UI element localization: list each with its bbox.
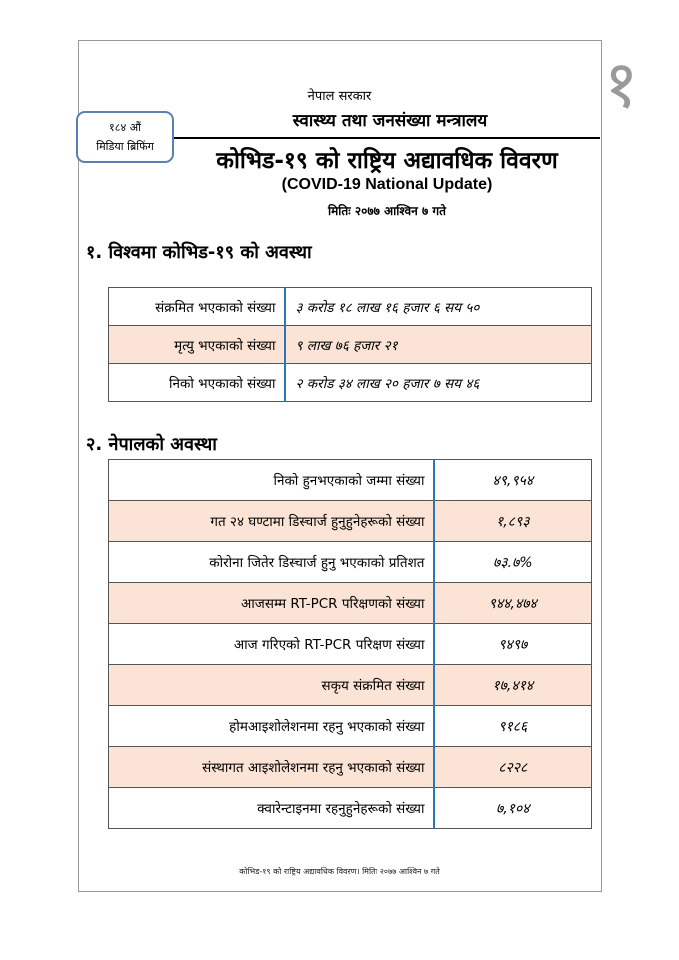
nepal-section-heading: २. नेपालको अवस्था [86, 434, 217, 455]
row-label: सकृय संक्रमित संख्या [109, 665, 434, 706]
row-label: निको हुनभएकाको जम्मा संख्या [109, 460, 434, 501]
row-label: क्वारेन्टाइनमा रहनुहुनेहरूको संख्या [109, 788, 434, 829]
row-label: निको भएकाको संख्या [109, 364, 285, 402]
briefing-label: मिडिया ब्रिफिंग [96, 140, 154, 153]
row-value: ३ करोड १८ लाख १६ हजार ६ सय ५० [285, 288, 592, 326]
row-label: आज गरिएको RT-PCR परिक्षण संख्या [109, 624, 434, 665]
table-row [109, 583, 592, 624]
table-row [109, 747, 592, 788]
page-footer: कोभिड-१९ को राष्ट्रिय अद्यावधिक विवरण। मितिः २०७७ आश्विन ७ गते [239, 867, 440, 876]
table-row [109, 706, 592, 747]
page-subtitle: (COVID-19 National Update) [281, 176, 493, 193]
briefing-badge [76, 111, 174, 163]
row-value: ७,१०४ [434, 788, 592, 829]
row-value: ८२२८ [434, 747, 592, 788]
row-value: २ करोड ३४ लाख २० हजार ७ सय ४६ [285, 364, 592, 402]
table-row [109, 788, 592, 829]
table-row [109, 460, 592, 501]
row-value: ९ लाख ७६ हजार २१ [285, 326, 592, 364]
briefing-number: १८४ औं [109, 121, 141, 134]
page-number: १ [604, 46, 639, 123]
world-section-heading: १. विश्वमा कोभिड-१९ को अवस्था [86, 242, 312, 263]
row-value: १,८९३ [434, 501, 592, 542]
table-row [109, 501, 592, 542]
page-title: कोभिड-१९ को राष्ट्रिय अद्यावधिक विवरण [216, 148, 558, 174]
table-row [109, 326, 592, 364]
table-row [109, 542, 592, 583]
header-rule [174, 137, 600, 139]
table-row [109, 288, 592, 326]
row-value: ४९,९५४ [434, 460, 592, 501]
report-date: मितिः २०७७ आश्विन ७ गते [328, 204, 446, 218]
table-row [109, 665, 592, 706]
row-label: मृत्यु भएकाको संख्या [109, 326, 285, 364]
row-label: होमआइशोलेशनमा रहनु भएकाको संख्या [109, 706, 434, 747]
ministry-name: स्वास्थ्य तथा जनसंख्या मन्त्रालय [292, 111, 488, 131]
world-status-table [108, 287, 592, 402]
government-name: नेपाल सरकार [307, 89, 372, 104]
row-label: गत २४ घण्टामा डिस्चार्ज हुनुहुनेहरूको संख्या [109, 501, 434, 542]
row-value: ९४९७ [434, 624, 592, 665]
row-label: संक्रमित भएकाको संख्या [109, 288, 285, 326]
table-row [109, 364, 592, 402]
table-row [109, 624, 592, 665]
row-value: ७३.७% [434, 542, 592, 583]
nepal-status-table [108, 459, 592, 829]
row-label: संस्थागत आइशोलेशनमा रहनु भएकाको संख्या [109, 747, 434, 788]
row-value: ९४४,४७४ [434, 583, 592, 624]
row-label: आजसम्म RT-PCR परिक्षणको संख्या [109, 583, 434, 624]
row-label: कोरोना जितेर डिस्चार्ज हुनु भएकाको प्रतिशत [109, 542, 434, 583]
row-value: ९१८६ [434, 706, 592, 747]
row-value: १७,४१४ [434, 665, 592, 706]
